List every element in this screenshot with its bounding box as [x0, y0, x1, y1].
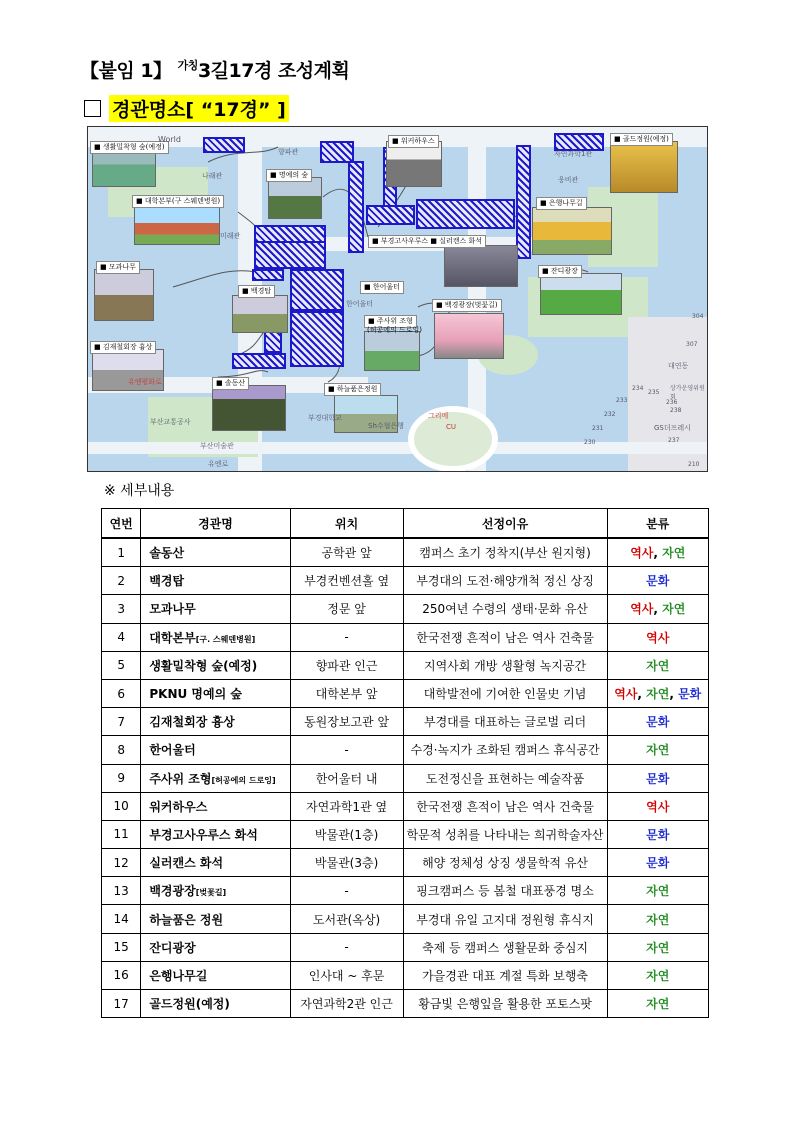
- section-highlight: [109, 95, 289, 122]
- table-row: [102, 764, 709, 792]
- cell-name-text: 대학본부: [149, 630, 196, 645]
- cell-category: [607, 736, 708, 764]
- cell-name: [141, 877, 290, 905]
- section-heading: [84, 95, 289, 122]
- map-label-fossils: ■ 부경고사우루스 ■ 실러캔스 화석: [368, 235, 486, 248]
- category-tag: ,: [653, 546, 663, 561]
- cell-location: 부경컨벤션홀 옆: [290, 567, 403, 595]
- cell-name: [141, 708, 290, 736]
- cell-name-text: 백경탑: [149, 574, 185, 589]
- cell-category: [607, 792, 708, 820]
- table-row: [102, 905, 709, 933]
- cell-location: 자연과학2관 인근: [290, 990, 403, 1018]
- cell-name: [141, 651, 290, 679]
- cell-name: [141, 792, 290, 820]
- cell-reason: 가을경관 대표 계절 특화 보행축: [403, 961, 607, 989]
- cell-name: [141, 990, 290, 1018]
- category-tag: 자연: [662, 546, 686, 561]
- cell-name-text: 모과나무: [149, 602, 196, 617]
- photo-pine-hill: [212, 385, 286, 431]
- map-label-han-eoul: ■ 한어울터: [360, 281, 404, 294]
- cell-no: 17: [102, 990, 141, 1018]
- title-superscript: 가칭: [177, 59, 198, 72]
- cell-location: 공학관 앞: [290, 538, 403, 567]
- cell-name: [141, 933, 290, 961]
- cell-name: [141, 849, 290, 877]
- map-num-307: 307: [686, 341, 698, 348]
- category-tag: 자연: [646, 940, 670, 955]
- cell-name-text: 하늘품은 정원: [149, 912, 224, 927]
- map-place-haneoul: 한어울터: [346, 300, 374, 308]
- cell-location: 도서관(옥상): [290, 905, 403, 933]
- map-place-science1: 자연과학1관: [554, 150, 593, 158]
- cell-location: 동원장보고관 앞: [290, 708, 403, 736]
- table-row: [102, 538, 709, 567]
- cell-no: 1: [102, 538, 141, 567]
- map-num-304: 304: [692, 313, 704, 320]
- cell-no: 14: [102, 905, 141, 933]
- map-place-grime: 그리메: [428, 412, 449, 420]
- map-place-museum: 부산미술관: [200, 442, 234, 450]
- map-place-daeyeon: 대연동: [668, 362, 689, 370]
- map-num-230: 230: [584, 439, 596, 446]
- category-tag: ,: [637, 687, 647, 702]
- cell-name: [141, 764, 290, 792]
- table-row: [102, 567, 709, 595]
- cell-reason: 대학발전에 기여한 인물史 기념: [403, 679, 607, 707]
- map-place-suhyup: Sh수협은행: [368, 422, 404, 430]
- cell-name-text: 백경광장: [149, 884, 196, 899]
- category-tag: 자연: [646, 658, 670, 673]
- title-prefix: 【붙임 1】: [80, 60, 172, 82]
- cell-name-text: 김재철회장 흉상: [149, 715, 235, 730]
- photo-ginkgo: [532, 207, 612, 255]
- map-label-lawn: ■ 잔디광장: [538, 265, 582, 278]
- table-row: [102, 990, 709, 1018]
- map-zone-10: [290, 311, 344, 367]
- cell-reason: 한국전쟁 흔적이 남은 역사 건축물: [403, 623, 607, 651]
- category-tag: 역사: [614, 687, 638, 702]
- cell-no: 6: [102, 679, 141, 707]
- cell-location: 박물관(1층): [290, 820, 403, 848]
- cell-name-sub: [허공에의 드로잉]: [211, 775, 276, 785]
- category-tag: 자연: [646, 884, 670, 899]
- map-place-hyangpa: 향파관: [278, 148, 299, 156]
- category-tag: 역사: [646, 630, 670, 645]
- cell-location: 박물관(3층): [290, 849, 403, 877]
- map-zone-forest: [203, 137, 245, 153]
- cell-reason: 학문적 성취를 나타내는 희귀학술자산: [403, 820, 607, 848]
- cell-name-text: 주사위 조형: [149, 771, 212, 786]
- map-label-dice-sub: (허공에의 드로잉): [367, 326, 423, 334]
- col-header-location: 위치: [290, 509, 403, 539]
- map-place-mirae: 미래관: [220, 232, 241, 240]
- page-title: [80, 56, 349, 83]
- cell-category: [607, 933, 708, 961]
- map-place-ungbi: 웅비관: [558, 176, 579, 184]
- photo-tower: [232, 295, 288, 333]
- cell-reason: 지역사회 개방 생활형 녹지공간: [403, 651, 607, 679]
- map-place-peace-road: 유엔평화로: [128, 378, 162, 386]
- map-zone-9: [290, 269, 344, 311]
- category-tag: ,: [669, 687, 679, 702]
- cell-name: [141, 567, 290, 595]
- category-tag: ,: [653, 602, 663, 617]
- map-place-cu: CU: [446, 423, 457, 431]
- category-tag: 문화: [646, 827, 670, 842]
- map-place-pknu: 부경대학교: [308, 414, 342, 422]
- table-row: [102, 961, 709, 989]
- photo-fossil: [444, 245, 518, 287]
- map-zone-4: [366, 205, 415, 225]
- section-label-quote: [ “17경” ]: [185, 99, 286, 121]
- cell-category: [607, 905, 708, 933]
- cell-name-text: 솔동산: [149, 546, 185, 561]
- category-tag: 역사: [646, 799, 670, 814]
- landmark-table: [101, 508, 709, 1018]
- cell-reason: 캠퍼스 초기 정착지(부산 원지형): [403, 538, 607, 567]
- cell-name: [141, 961, 290, 989]
- map-num-231: 231: [592, 425, 604, 432]
- cell-category: [607, 764, 708, 792]
- cell-category: [607, 849, 708, 877]
- map-label-pine-hill: ■ 솔동산: [212, 377, 249, 390]
- col-header-name: 경관명: [141, 509, 290, 539]
- cell-location: -: [290, 623, 403, 651]
- map-place-transit: 부산교통공사: [150, 418, 191, 426]
- cell-name-sub: [구. 스웨덴병원]: [195, 634, 256, 644]
- cell-location: 정문 앞: [290, 595, 403, 623]
- section-label: 경관명소: [112, 99, 186, 121]
- map-zone-8: [252, 269, 284, 281]
- map-place-shop-committee: 상가운영위원회: [670, 385, 705, 401]
- map-num-236: 236: [666, 399, 678, 406]
- table-row: [102, 933, 709, 961]
- photo-cherry: [434, 313, 504, 359]
- cell-name: [141, 538, 290, 567]
- cell-no: 13: [102, 877, 141, 905]
- cell-location: -: [290, 933, 403, 961]
- cell-name-text: 부경고사우루스 화석: [149, 827, 258, 842]
- cell-name-text: 골드정원(예정): [149, 997, 230, 1012]
- map-num-210: 210: [688, 461, 700, 468]
- cell-name: [141, 736, 290, 764]
- map-zone-5: [416, 199, 515, 229]
- cell-name-text: 실러캔스 화석: [149, 856, 224, 871]
- cell-no: 9: [102, 764, 141, 792]
- cell-reason: 250여년 수령의 생태·문화 유산: [403, 595, 607, 623]
- cell-name: [141, 905, 290, 933]
- cell-name-text: 한어울터: [149, 743, 196, 758]
- col-header-no: 연번: [102, 509, 141, 539]
- cell-no: 5: [102, 651, 141, 679]
- map-label-gold-garden: ■ 골드정원(예정): [610, 133, 673, 146]
- map-zone-2: [348, 161, 364, 253]
- table-row: [102, 623, 709, 651]
- map-num-235: 235: [648, 389, 660, 396]
- cell-reason: 한국전쟁 흔적이 남은 역사 건축물: [403, 792, 607, 820]
- category-tag: 문화: [646, 574, 670, 589]
- cell-reason: 부경대의 도전·해양개척 정신 상징: [403, 567, 607, 595]
- col-header-category: 분류: [607, 509, 708, 539]
- cell-reason: 황금빛 은행잎을 활용한 포토스팟: [403, 990, 607, 1018]
- map-label-cherry: ■ 백경광장(벚꽃길): [432, 299, 502, 312]
- map-label-hq: ■ 대학본부(구 스웨덴병원): [132, 195, 224, 208]
- cell-category: [607, 567, 708, 595]
- table-row: [102, 736, 709, 764]
- cell-no: 2: [102, 567, 141, 595]
- map-num-233: 233: [616, 397, 628, 404]
- map-label-quince: ■ 모과나무: [96, 261, 140, 274]
- map-place-world: World: [158, 135, 181, 144]
- table-row: [102, 651, 709, 679]
- cell-no: 3: [102, 595, 141, 623]
- cell-name-text: 잔디광장: [149, 940, 196, 955]
- map-label-forest: ■ 생활밀착형 숲(예정): [90, 141, 169, 154]
- category-tag: 자연: [646, 912, 670, 927]
- photo-hq: [134, 205, 220, 245]
- category-tag: 역사: [630, 546, 654, 561]
- map-zone-ginkgo: [516, 145, 531, 259]
- table-row: [102, 877, 709, 905]
- title-main: 3길17경 조성계획: [197, 60, 350, 82]
- campus-map: [87, 126, 708, 472]
- cell-no: 10: [102, 792, 141, 820]
- cell-reason: 수경·녹지가 조화된 캠퍼스 휴식공간: [403, 736, 607, 764]
- map-label-walker-house: ■ 워커하우스: [388, 135, 439, 148]
- cell-no: 15: [102, 933, 141, 961]
- cell-reason: 핑크캠퍼스 등 봄철 대표풍경 명소: [403, 877, 607, 905]
- cell-location: -: [290, 736, 403, 764]
- cell-location: 한어울터 내: [290, 764, 403, 792]
- map-label-bust: ■ 김재철회장 흉상: [90, 341, 156, 354]
- cell-location: 향파관 인근: [290, 651, 403, 679]
- cell-reason: 해양 정체성 상징 생물학적 유산: [403, 849, 607, 877]
- cell-no: 12: [102, 849, 141, 877]
- cell-no: 4: [102, 623, 141, 651]
- category-tag: 자연: [646, 687, 670, 702]
- cell-location: -: [290, 877, 403, 905]
- cell-reason: 부경대를 대표하는 글로벌 리더: [403, 708, 607, 736]
- col-header-reason: 선정이유: [403, 509, 607, 539]
- photo-lawn: [540, 273, 622, 315]
- cell-no: 16: [102, 961, 141, 989]
- map-zone-11: [264, 331, 282, 353]
- cell-no: 7: [102, 708, 141, 736]
- category-tag: 자연: [662, 602, 686, 617]
- table-row: [102, 679, 709, 707]
- cell-location: 대학본부 앞: [290, 679, 403, 707]
- cell-name: [141, 595, 290, 623]
- table-header-row: [102, 509, 709, 539]
- detail-note: ※ 세부내용: [104, 483, 175, 499]
- cell-category: [607, 679, 708, 707]
- table-row: [102, 595, 709, 623]
- category-tag: 자연: [646, 743, 670, 758]
- category-tag: 문화: [678, 687, 702, 702]
- map-place-gs: GS더프레시: [654, 424, 691, 432]
- cell-name-text: PKNU 명예의 숲: [149, 687, 242, 702]
- category-tag: 역사: [630, 602, 654, 617]
- cell-category: [607, 961, 708, 989]
- cell-name-text: 워커하우스: [149, 799, 208, 814]
- table-row: [102, 849, 709, 877]
- map-num-237: 237: [668, 437, 680, 444]
- map-num-234: 234: [632, 385, 644, 392]
- cell-reason: 도전정신을 표현하는 예술작품: [403, 764, 607, 792]
- category-tag: 자연: [646, 968, 670, 983]
- map-zone-12: [232, 353, 286, 369]
- category-tag: 문화: [646, 715, 670, 730]
- photo-honor-forest: [268, 177, 322, 219]
- map-label-sky-garden: ■ 하늘품은정원: [324, 383, 381, 396]
- checkbox-icon: [84, 100, 101, 117]
- cell-name: [141, 820, 290, 848]
- cell-category: [607, 820, 708, 848]
- map-label-tower: ■ 백경탑: [238, 285, 275, 298]
- table-row: [102, 820, 709, 848]
- photo-quince: [94, 269, 154, 321]
- cell-name-sub: [벚꽃길]: [195, 888, 227, 898]
- map-num-238: 238: [670, 407, 682, 414]
- cell-category: [607, 990, 708, 1018]
- photo-forest: [92, 149, 156, 187]
- cell-reason: 부경대 유일 고지대 정원형 휴식지: [403, 905, 607, 933]
- photo-gold-garden: [610, 141, 678, 193]
- map-label-ginkgo: ■ 은행나무길: [536, 197, 587, 210]
- cell-category: [607, 623, 708, 651]
- cell-category: [607, 877, 708, 905]
- cell-category: [607, 595, 708, 623]
- category-tag: 문화: [646, 856, 670, 871]
- cell-name-text: 생활밀착형 숲(예정): [149, 658, 258, 673]
- cell-name-text: 은행나무길: [149, 968, 208, 983]
- category-tag: 자연: [646, 997, 670, 1012]
- cell-location: 인사대 ~ 후문: [290, 961, 403, 989]
- cell-category: [607, 708, 708, 736]
- map-zone-7: [254, 241, 326, 269]
- map-label-honor-forest: ■ 명예의 숲: [266, 169, 312, 182]
- cell-no: 8: [102, 736, 141, 764]
- photo-dice: [364, 331, 420, 371]
- cell-name: [141, 623, 290, 651]
- cell-reason: 축제 등 캠퍼스 생활문화 중심지: [403, 933, 607, 961]
- map-place-narae: 나래관: [202, 172, 223, 180]
- map-zone-1: [320, 141, 354, 163]
- map-num-232: 232: [604, 411, 616, 418]
- table-row: [102, 708, 709, 736]
- map-label-dice: ■ 주사위 조형: [364, 315, 417, 328]
- cell-name: [141, 679, 290, 707]
- category-tag: 문화: [646, 771, 670, 786]
- map-place-unro: 유엔로: [208, 460, 229, 468]
- cell-no: 11: [102, 820, 141, 848]
- cell-category: [607, 538, 708, 567]
- table-row: [102, 792, 709, 820]
- cell-category: [607, 651, 708, 679]
- cell-location: 자연과학1관 옆: [290, 792, 403, 820]
